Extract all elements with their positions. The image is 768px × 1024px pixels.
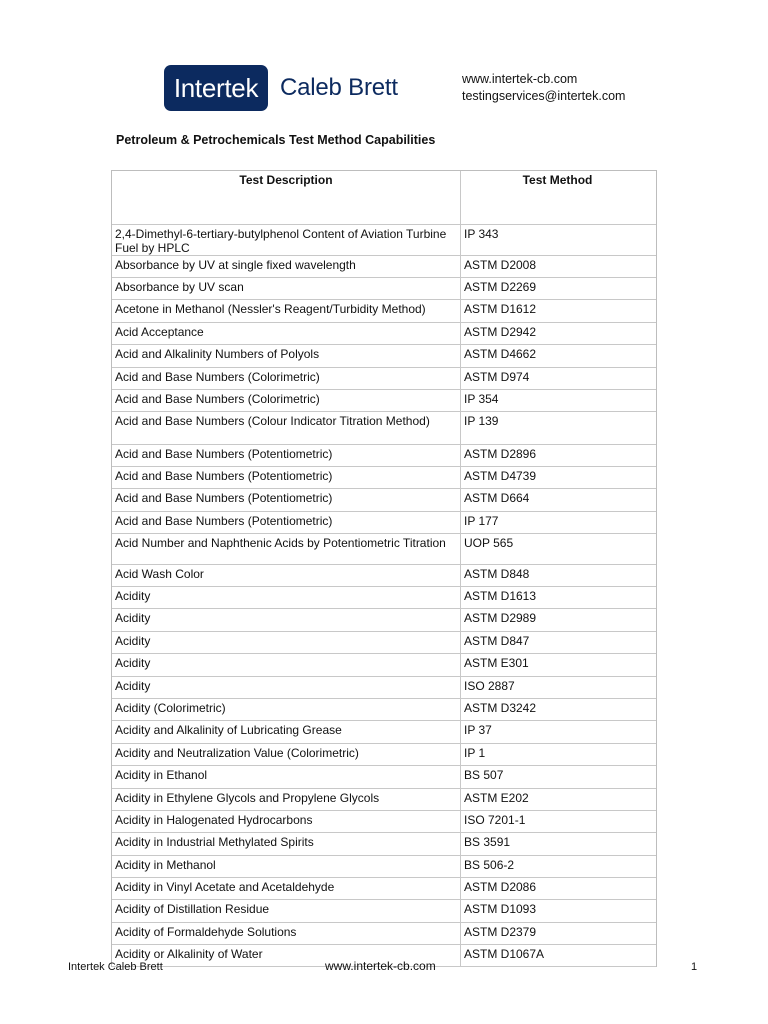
- test-method-cell: ASTM D848: [464, 567, 530, 581]
- company-logo: [164, 65, 398, 111]
- test-description-cell: Acid and Base Numbers (Potentiometric): [112, 467, 461, 488]
- test-description-cell: Acetone in Methanol (Nessler's Reagent/Turbidity Method): [112, 300, 461, 322]
- header-test-description: Test Description: [112, 171, 461, 224]
- table-row: [112, 677, 656, 699]
- test-method-cell: UOP 565: [464, 536, 514, 550]
- test-method-cell: IP 354: [464, 392, 499, 406]
- test-method-cell: IP 1: [464, 746, 486, 760]
- test-method-cell: ASTM E301: [464, 656, 529, 670]
- table-row: [112, 833, 656, 856]
- test-description-cell: Acidity in Methanol: [112, 856, 461, 877]
- website-link[interactable]: www.intertek-cb.com: [462, 72, 578, 86]
- test-methods-table: [111, 170, 657, 967]
- test-method-cell: BS 506-2: [464, 858, 515, 872]
- table-row: [112, 300, 656, 323]
- table-row: [112, 390, 656, 412]
- test-method-cell: ASTM D1067A: [464, 947, 545, 961]
- table-row: [112, 278, 656, 300]
- test-method-cell: ASTM D847: [464, 634, 530, 648]
- table-row: [112, 609, 656, 632]
- test-description-cell: 2,4-Dimethyl-6-tertiary-butylphenol Content of Aviation Turbine Fuel by HPLC: [112, 225, 461, 255]
- test-description-cell: Acidity in Industrial Methylated Spirits: [112, 833, 461, 855]
- table-row: [112, 900, 656, 923]
- test-description-cell: Acidity in Ethylene Glycols and Propylene Glycols: [112, 789, 461, 810]
- test-description-cell: Acidity of Distillation Residue: [112, 900, 461, 922]
- table-row: [112, 445, 656, 467]
- test-description-cell: Acidity in Halogenated Hydrocarbons: [112, 811, 461, 832]
- test-method-cell: ASTM D2008: [464, 258, 537, 272]
- test-description-cell: Acidity: [112, 609, 461, 631]
- test-method-cell: ASTM E202: [464, 791, 529, 805]
- test-method-cell: ISO 7201-1: [464, 813, 526, 827]
- test-method-cell: IP 37: [464, 723, 492, 737]
- test-description-cell: Acidity: [112, 587, 461, 608]
- table-row: [112, 923, 656, 945]
- test-description-cell: Acid and Base Numbers (Potentiometric): [112, 489, 461, 511]
- test-method-cell: IP 139: [464, 414, 499, 428]
- test-description-cell: Acidity (Colorimetric): [112, 699, 461, 720]
- email-link[interactable]: testingservices@intertek.com: [462, 89, 626, 103]
- test-method-cell: ASTM D4662: [464, 347, 537, 361]
- document-title: Petroleum & Petrochemicals Test Method Capabilities: [116, 133, 436, 147]
- contact-info: [462, 71, 625, 105]
- test-description-cell: Acidity or Alkalinity of Water: [112, 945, 461, 966]
- test-method-cell: ASTM D4739: [464, 469, 537, 483]
- test-method-cell: ASTM D2896: [464, 447, 537, 461]
- test-description-cell: Absorbance by UV scan: [112, 278, 461, 299]
- table-row: [112, 587, 656, 609]
- test-description-cell: Acid and Base Numbers (Potentiometric): [112, 445, 461, 466]
- table-row: [112, 368, 656, 390]
- test-description-cell: Absorbance by UV at single fixed wavelength: [112, 256, 461, 277]
- table-row: [112, 699, 656, 721]
- test-method-cell: ASTM D2086: [464, 880, 537, 894]
- test-description-cell: Acidity: [112, 654, 461, 676]
- test-description-cell: Acid and Alkalinity Numbers of Polyols: [112, 345, 461, 367]
- table-row: [112, 565, 656, 587]
- table-row: [112, 744, 656, 766]
- test-description-cell: Acidity of Formaldehyde Solutions: [112, 923, 461, 944]
- table-row: [112, 225, 656, 256]
- table-row: [112, 512, 656, 534]
- test-method-cell: ASTM D1612: [464, 302, 537, 316]
- test-description-cell: Acidity and Neutralization Value (Colorimetric): [112, 744, 461, 765]
- footer-company: Intertek Caleb Brett: [68, 961, 163, 973]
- table-row: [112, 811, 656, 833]
- table-row: [112, 632, 656, 654]
- table-row: [112, 412, 656, 445]
- test-description-cell: Acidity: [112, 632, 461, 653]
- test-method-cell: ASTM D3242: [464, 701, 537, 715]
- test-method-cell: ASTM D2379: [464, 925, 537, 939]
- table-row: [112, 489, 656, 512]
- test-method-cell: ASTM D2269: [464, 280, 537, 294]
- test-method-cell: BS 507: [464, 768, 504, 782]
- table-row: [112, 856, 656, 878]
- logo-wordmark: Caleb Brett: [280, 74, 398, 101]
- test-description-cell: Acidity in Ethanol: [112, 766, 461, 788]
- table-row: [112, 654, 656, 677]
- table-row: [112, 534, 656, 565]
- test-method-cell: ISO 2887: [464, 679, 515, 693]
- logo-mark: Intertek: [164, 65, 268, 111]
- table-row: [112, 345, 656, 368]
- test-description-cell: Acid and Base Numbers (Potentiometric): [112, 512, 461, 533]
- test-description-cell: Acidity and Alkalinity of Lubricating Grease: [112, 721, 461, 743]
- test-method-cell: IP 177: [464, 514, 499, 528]
- table-row: [112, 878, 656, 900]
- test-method-cell: ASTM D1093: [464, 902, 537, 916]
- table-header-row: [112, 171, 656, 225]
- test-description-cell: Acid Number and Naphthenic Acids by Potentiometric Titration: [112, 534, 461, 564]
- test-description-cell: Acid and Base Numbers (Colorimetric): [112, 390, 461, 411]
- table-row: [112, 721, 656, 744]
- test-method-cell: BS 3591: [464, 835, 511, 849]
- table-row: [112, 256, 656, 278]
- test-description-cell: Acid and Base Numbers (Colorimetric): [112, 368, 461, 389]
- test-method-cell: ASTM D2942: [464, 325, 537, 339]
- page-number: 1: [691, 961, 698, 973]
- table-row: [112, 789, 656, 811]
- test-method-cell: ASTM D1613: [464, 589, 537, 603]
- footer-website[interactable]: www.intertek-cb.com: [325, 959, 436, 973]
- test-method-cell: ASTM D664: [464, 491, 530, 505]
- test-description-cell: Acidity in Vinyl Acetate and Acetaldehyde: [112, 878, 461, 899]
- test-description-cell: Acid Acceptance: [112, 323, 461, 344]
- table-row: [112, 467, 656, 489]
- test-method-cell: ASTM D2989: [464, 611, 537, 625]
- test-description-cell: Acidity: [112, 677, 461, 698]
- table-row: [112, 766, 656, 789]
- table-row: [112, 323, 656, 345]
- test-method-cell: IP 343: [464, 227, 499, 241]
- test-description-cell: Acid Wash Color: [112, 565, 461, 586]
- header-test-method: Test Method: [522, 173, 593, 187]
- test-description-cell: Acid and Base Numbers (Colour Indicator Titration Method): [112, 412, 461, 444]
- test-method-cell: ASTM D974: [464, 370, 530, 384]
